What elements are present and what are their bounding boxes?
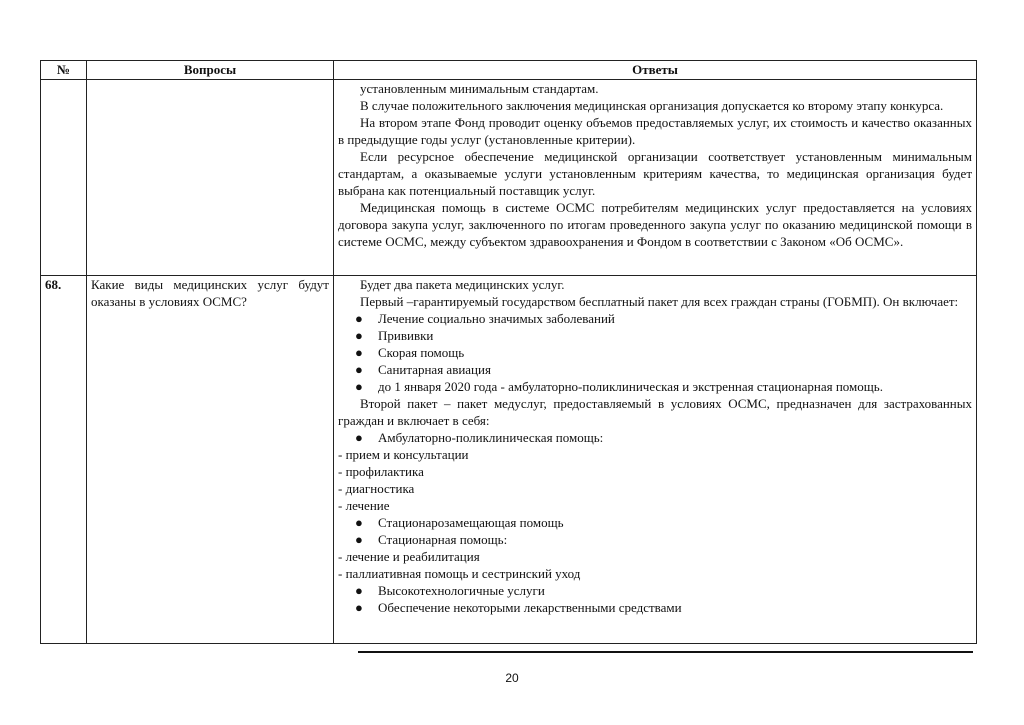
bullet-icon: ● [355,430,363,445]
list-item: ● Высокотехнологичные услуги [355,583,545,598]
answer-paragraph: На втором этапе Фонд проводит оценку объемов предоставляемых услуг, их стоимость и качество оказанных в предыдущие годы услуг (установленные критерии). [338,115,972,147]
dash-item: - диагностика [338,481,415,496]
answer-paragraph: Медицинская помощь в системе ОСМС потребителям медицинских услуг предоставляется на условиях договора закупа услуг, заключенного по итогам проведенного закупа услуг по оказанию медицинской помощи в системе ОСМС, между субъектом здравоохранения и Фондом в соответствии с Законом «Об ОСМС». [338,200,972,249]
list-item: ● Амбулаторно-поликлиническая помощь: [355,430,604,445]
dash-item: - лечение и реабилитация [338,549,480,564]
list-item: ● Скорая помощь [355,345,465,360]
list-item: ● до 1 января 2020 года - амбулаторно-поликлиническая и экстренная стационарная помощь. [355,379,883,394]
page-number: 20 [505,671,519,685]
answer-paragraph: В случае положительного заключения медицинская организация допускается ко второму этапу конкурса. [360,98,944,113]
dash-item: - профилактика [338,464,424,479]
table-row-continued [41,80,977,276]
list-item: ● Лечение социально значимых заболеваний [355,311,615,326]
answer-second-package: Второй пакет – пакет медуслуг, предоставляемый в условиях ОСМС, предназначен для застрахованных граждан и включает в себя: [338,396,972,428]
question-text: Какие виды медицинских услуг будут оказаны в условиях ОСМС? [87,276,334,644]
answer-paragraph: Если ресурсное обеспечение медицинской организации соответствует установленным минимальным стандартам, а оказываемые услуги установленным критериям качества, то медицинская организация будет выбрана как потенциальный поставщик услуг. [338,149,972,198]
bullet-icon: ● [355,583,363,598]
cell-answer-68 [334,276,977,644]
list-item: ● Прививки [355,328,434,343]
table-row-68 [41,276,977,644]
bullet-icon: ● [355,600,363,615]
bullet-icon: ● [355,515,363,530]
header-number: № [41,61,87,80]
cell-question-empty [87,80,334,276]
list-item: ● Санитарная авиация [355,362,491,377]
bullet-icon: ● [355,379,363,394]
question-number: 68. [41,276,87,644]
dash-item: - прием и консультации [338,447,469,462]
header-answers: Ответы [334,61,977,80]
table-header-row [41,61,977,80]
cell-answer-continued [334,80,977,276]
cell-number-empty [41,80,87,276]
outpatient-list [338,429,972,446]
hospital-list [338,514,972,548]
bullet-icon: ● [355,345,363,360]
bullet-icon: ● [355,328,363,343]
bullet-icon: ● [355,362,363,377]
final-list [338,582,972,616]
first-package-list [338,310,972,395]
answer-intro: Будет два пакета медицинских услуг. [360,277,565,292]
header-questions: Вопросы [87,61,334,80]
bullet-icon: ● [355,311,363,326]
answer-paragraph: установленным минимальным стандартам. [360,81,599,96]
dash-item: - лечение [338,498,390,513]
table-bottom-rule [358,651,973,653]
qa-table [40,60,977,644]
list-item: ● Стационарозамещающая помощь [355,515,564,530]
answer-first-package: Первый –гарантируемый государством бесплатный пакет для всех граждан страны (ГОБМП). Он включает: [360,294,959,309]
list-item: ● Стационарная помощь: [355,532,508,547]
list-item: ● Обеспечение некоторыми лекарственными средствами [355,600,682,615]
bullet-icon: ● [355,532,363,547]
dash-item: - паллиативная помощь и сестринский уход [338,566,581,581]
